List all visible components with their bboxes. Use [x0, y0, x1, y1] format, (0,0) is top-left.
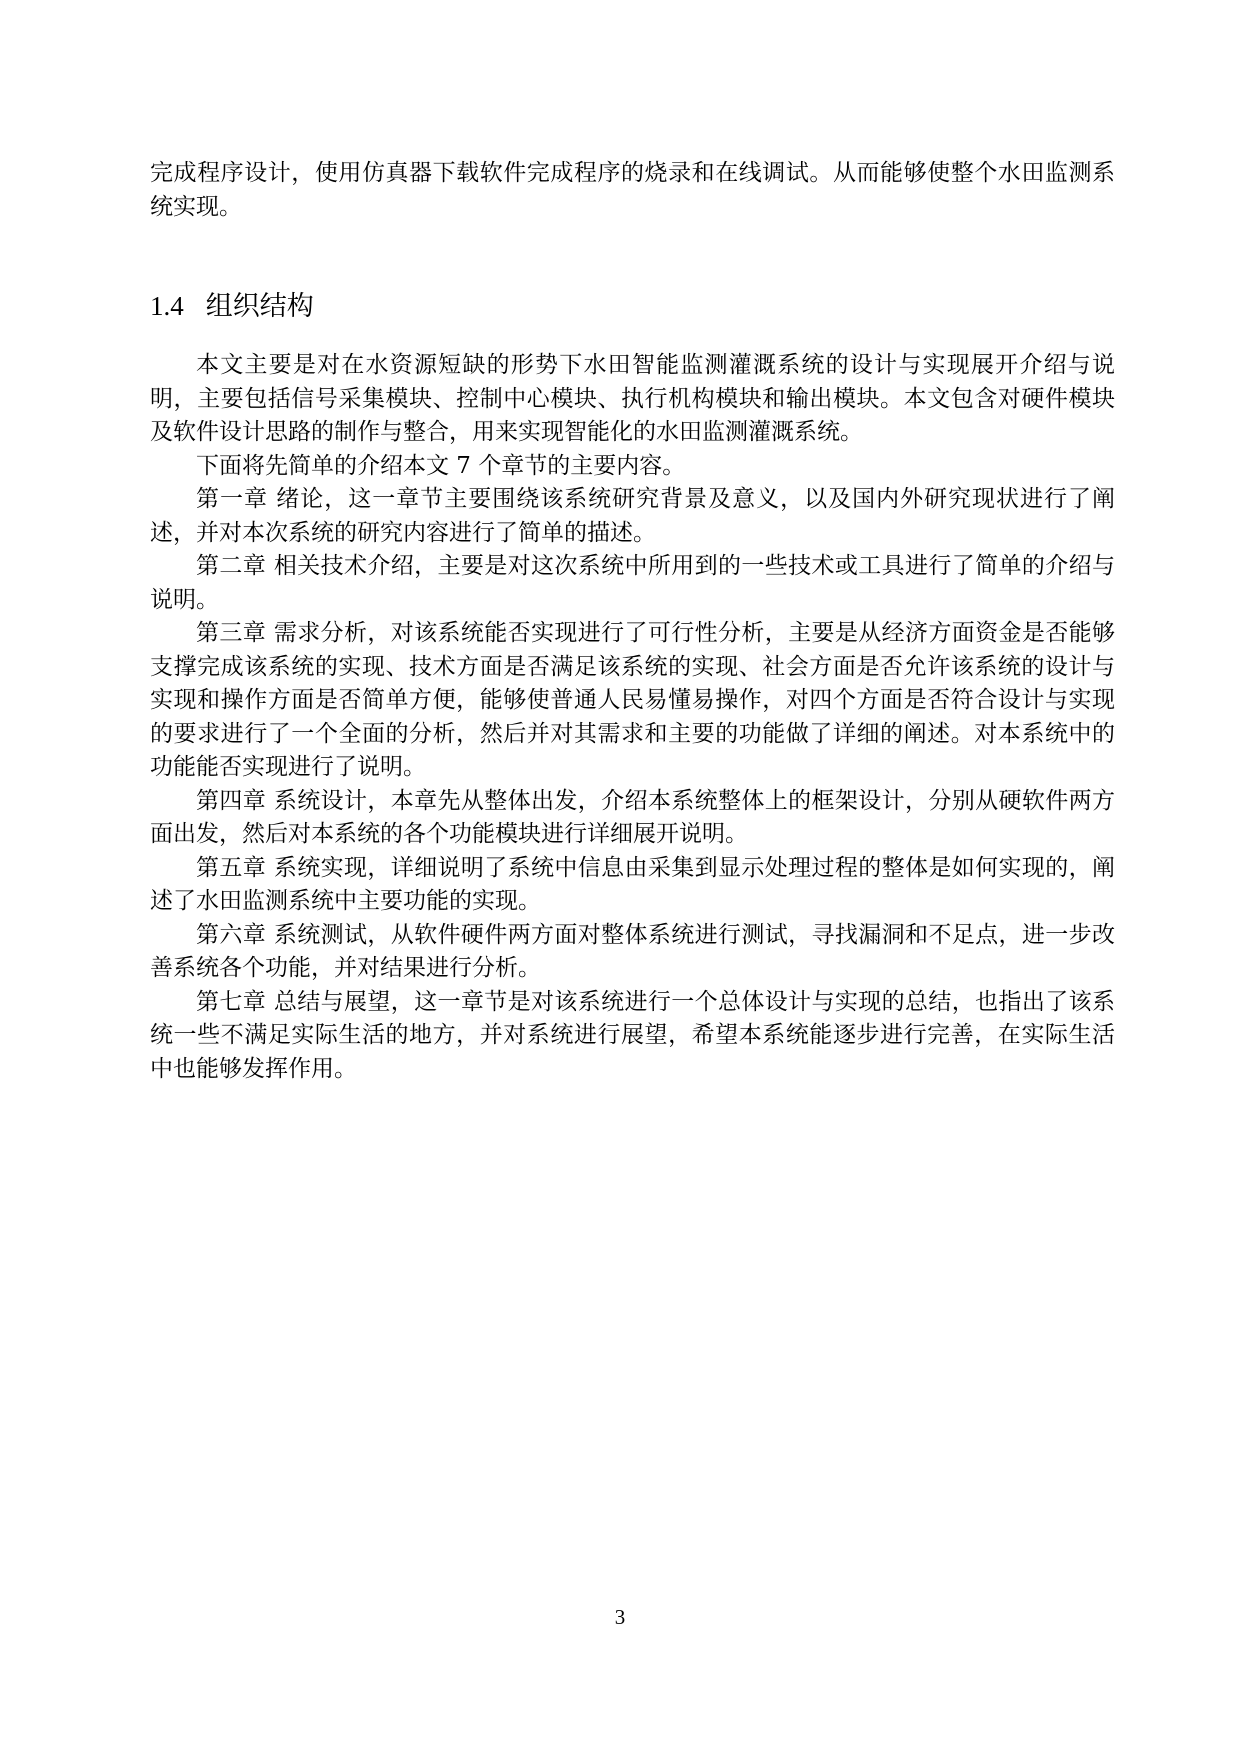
page-number: 3 — [614, 1605, 626, 1629]
body-paragraph-overview: 下面将先简单的介绍本文 7 个章节的主要内容。 — [196, 452, 686, 479]
body-paragraph-chapter-2: 第二章 相关技术介绍，主要是对这次系统中所用到的一些技术或工具进行了简单的介绍与说明。 — [150, 553, 1115, 613]
body-paragraph-chapter-4: 第四章 系统设计，本章先从整体出发，介绍本系统整体上的框架设计，分别从硬软件两方面出发，然后对本系统的各个功能模块进行详细展开说明。 — [150, 787, 1115, 847]
body-paragraph-intro: 本文主要是对在水资源短缺的形势下水田智能监测灌溉系统的设计与实现展开介绍与说明，主要包括信号采集模块、控制中心模块、执行机构模块和输出模块。本文包含对硬件模块及软件设计思路的制作与整合，用来实现智能化的水田监测灌溉系统。 — [150, 352, 1115, 445]
continued-paragraph: 完成程序设计，使用仿真器下载软件完成程序的烧录和在线调试。从而能够使整个水田监测系统实现。 — [150, 160, 1115, 220]
section-title: 组织结构 — [205, 291, 314, 322]
body-paragraph-chapter-5: 第五章 系统实现，详细说明了系统中信息由采集到显示处理过程的整体是如何实现的，阐述了水田监测系统中主要功能的实现。 — [150, 854, 1115, 914]
body-paragraph-chapter-6: 第六章 系统测试，从软件硬件两方面对整体系统进行测试，寻找漏洞和不足点，进一步改善系统各个功能，并对结果进行分析。 — [150, 921, 1115, 981]
body-paragraph-chapter-3: 第三章 需求分析，对该系统能否实现进行了可行性分析，主要是从经济方面资金是否能够支撑完成该系统的实现、技术方面是否满足该系统的实现、社会方面是否允许该系统的设计与实现和操作方面是否简单方便，能够使普通人民易懂易操作，对四个方面是否符合设计与实现的要求进行了一个全面的分析，然后并对其需求和主要的功能做了详细的阐述。对本系统中的功能能否实现进行了说明。 — [150, 620, 1115, 780]
section-body — [150, 349, 1115, 1086]
body-paragraph-chapter-1: 第一章 绪论，这一章节主要围绕该系统研究背景及意义，以及国内外研究现状进行了阐述，并对本次系统的研究内容进行了简单的描述。 — [150, 486, 1115, 546]
section-number: 1.4 — [150, 291, 184, 321]
body-paragraph-chapter-7: 第七章 总结与展望，这一章节是对该系统进行一个总体设计与实现的总结，也指出了该系统一些不满足实际生活的地方，并对系统进行展望，希望本系统能逐步进行完善，在实际生活中也能够发挥作用。 — [150, 988, 1115, 1082]
page-content — [150, 157, 1115, 1086]
section-heading — [150, 286, 1115, 327]
